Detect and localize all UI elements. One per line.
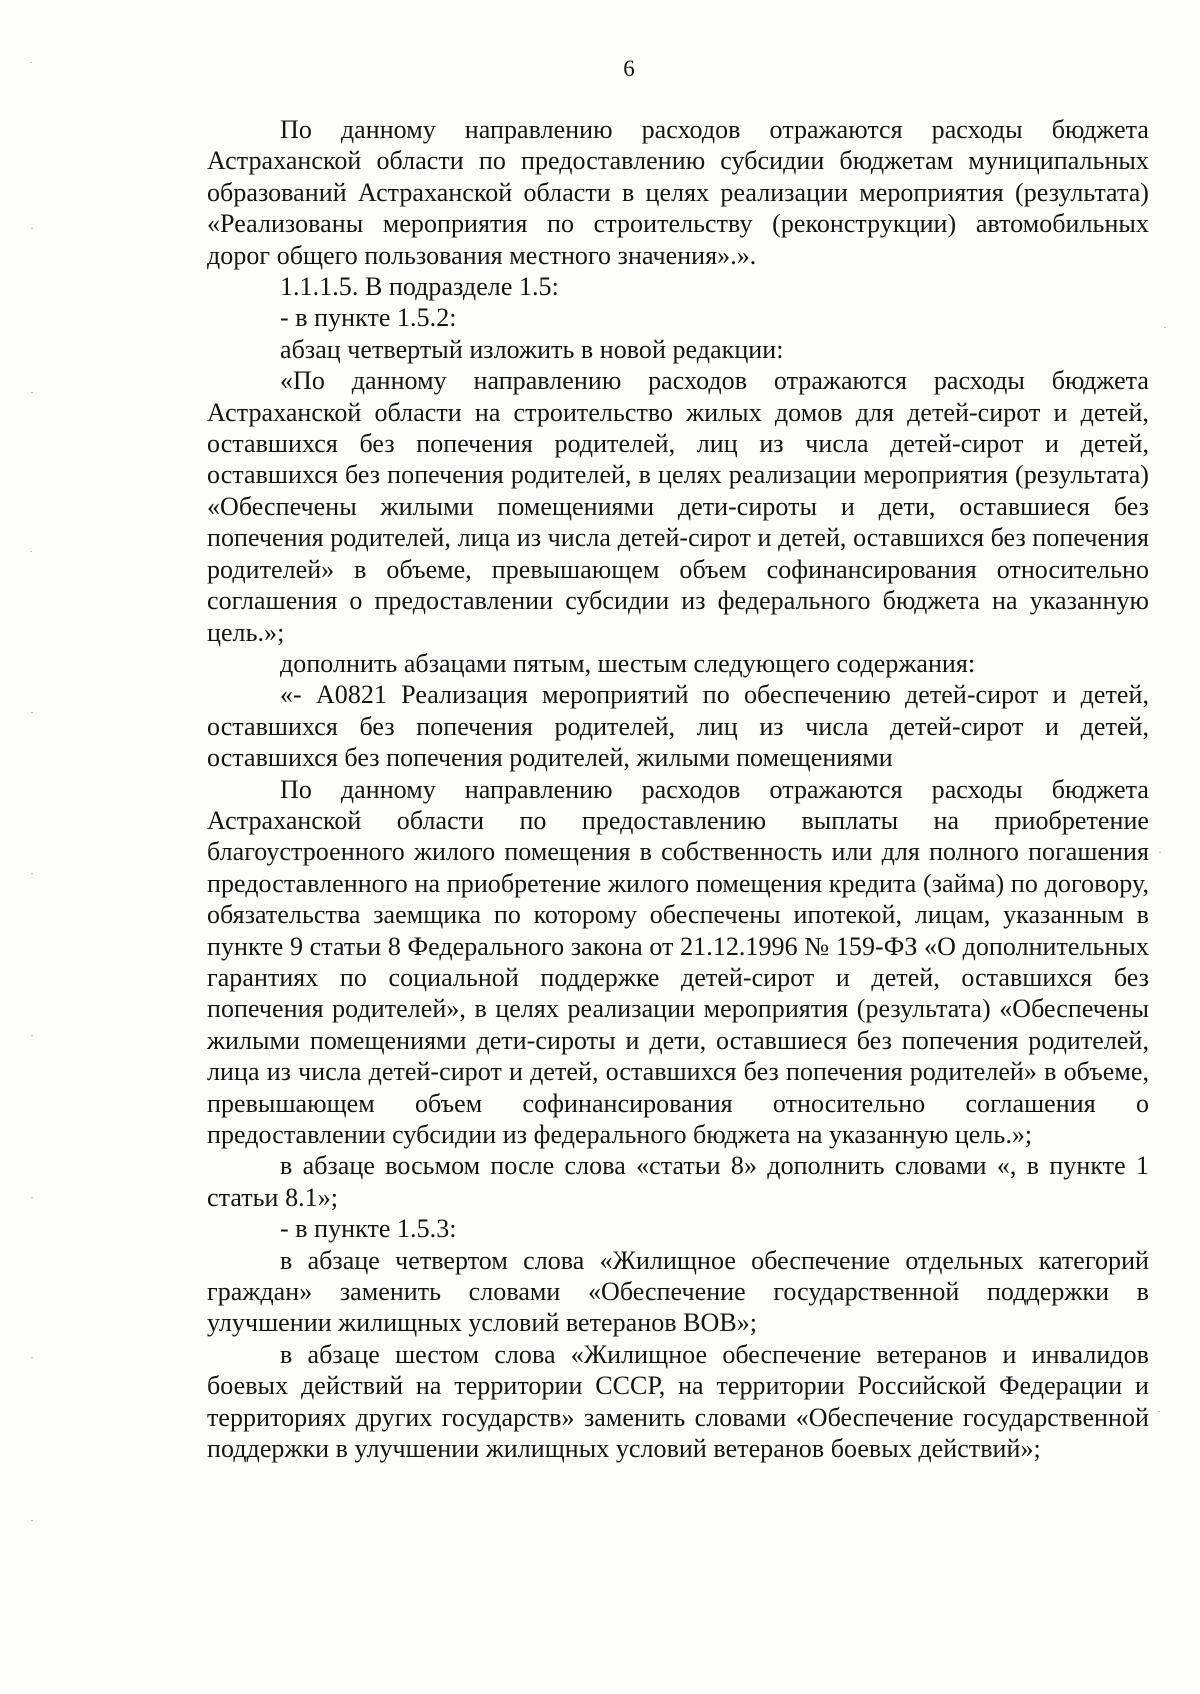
scan-speck — [1158, 1411, 1160, 1412]
paragraph: дополнить абзацами пятым, шестым следующего содержания: — [280, 648, 976, 678]
paragraph: в абзаце шестом слова «Жилищное обеспечение ветеранов и инвалидов боевых действий на территории СССР, на территории Российской Федерации и территориях других государств» заменить словами «Обеспечение государственной поддержки в улучшении жилищных условий ветеранов боевых действий»; — [207, 1339, 1149, 1464]
scan-speck — [30, 551, 32, 552]
scan-speck — [31, 1197, 33, 1198]
page-number: 6 — [623, 56, 635, 81]
paragraph: По данному направлению расходов отражаются расходы бюджета Астраханской области по предоставлению выплаты на приобретение благоустроенного жилого помещения в собственность или для полного погашения предоставленного на приобретение жилого помещения кредита (займа) по договору, обязательства заемщика по которому обеспечены ипотекой, лицам, указанным в пункте 9 статьи 8 Федерального закона от 21.12.1996 № 159-ФЗ «О дополнительных гарантиях по социальной поддержке детей-сирот и детей, оставшихся без попечения родителей», в целях реализации мероприятия (результата) «Обеспечены жилыми помещениями дети-сироты и дети, оставшиеся без попечения родителей, лица из числа детей-сирот и детей, оставшихся без попечения родителей» в объеме, превышающем объем софинансирования относительно соглашения о предоставлении субсидии из федерального бюджета на указанную цель.»; — [207, 774, 1149, 1149]
scan-speck — [31, 1357, 33, 1358]
scan-speck — [1164, 327, 1166, 328]
scan-speck — [31, 392, 33, 393]
paragraph: в абзаце восьмом после слова «статьи 8» дополнить словами «, в пункте 1 статьи 8.1»; — [207, 1151, 1149, 1212]
scan-speck — [31, 1035, 33, 1036]
paragraph: в абзаце четвертом слова «Жилищное обеспечение отдельных категорий граждан» заменить словами «Обеспечение государственной поддержки в улучшении жилищных условий ветеранов ВОВ»; — [207, 1245, 1149, 1338]
paragraph: 1.1.1.5. В подразделе 1.5: — [280, 272, 559, 302]
scan-speck — [31, 873, 33, 874]
document-body — [207, 114, 1149, 1464]
scan-speck — [31, 1520, 33, 1521]
paragraph: - в пункте 1.5.3: — [280, 1214, 457, 1244]
scan-speck — [31, 228, 33, 229]
paragraph: По данному направлению расходов отражаются расходы бюджета Астраханской области по предоставлению субсидии бюджетам муниципальных образований Астраханской области в целях реализации мероприятия (результата) «Реализованы мероприятия по строительству (реконструкции) автомобильных дорог общего пользования местного значения».». — [207, 115, 1149, 270]
scan-speck — [1159, 852, 1161, 853]
paragraph: - в пункте 1.5.2: — [280, 303, 457, 333]
scan-speck — [31, 712, 33, 713]
paragraph: «- А0821 Реализация мероприятий по обеспечению детей-сирот и детей, оставшихся без попечения родителей, лиц из числа детей-сирот и детей, оставшихся без попечения родителей, жилыми помещениями — [207, 680, 1149, 773]
paragraph: абзац четвертый изложить в новой редакции: — [280, 334, 784, 364]
paragraph: «По данному направлению расходов отражаются расходы бюджета Астраханской области на строительство жилых домов для детей-сирот и детей, оставшихся без попечения родителей, лиц из числа детей-сирот и детей, оставшихся без попечения родителей, в целях реализации мероприятия (результата) «Обеспечены жилыми помещениями дети-сироты и дети, оставшиеся без попечения родителей, лица из числа детей-сирот и детей, оставшихся без попечения родителей» в объеме, превышающем объем софинансирования относительно соглашения о предоставлении субсидии из федерального бюджета на указанную цель.»; — [207, 366, 1149, 647]
